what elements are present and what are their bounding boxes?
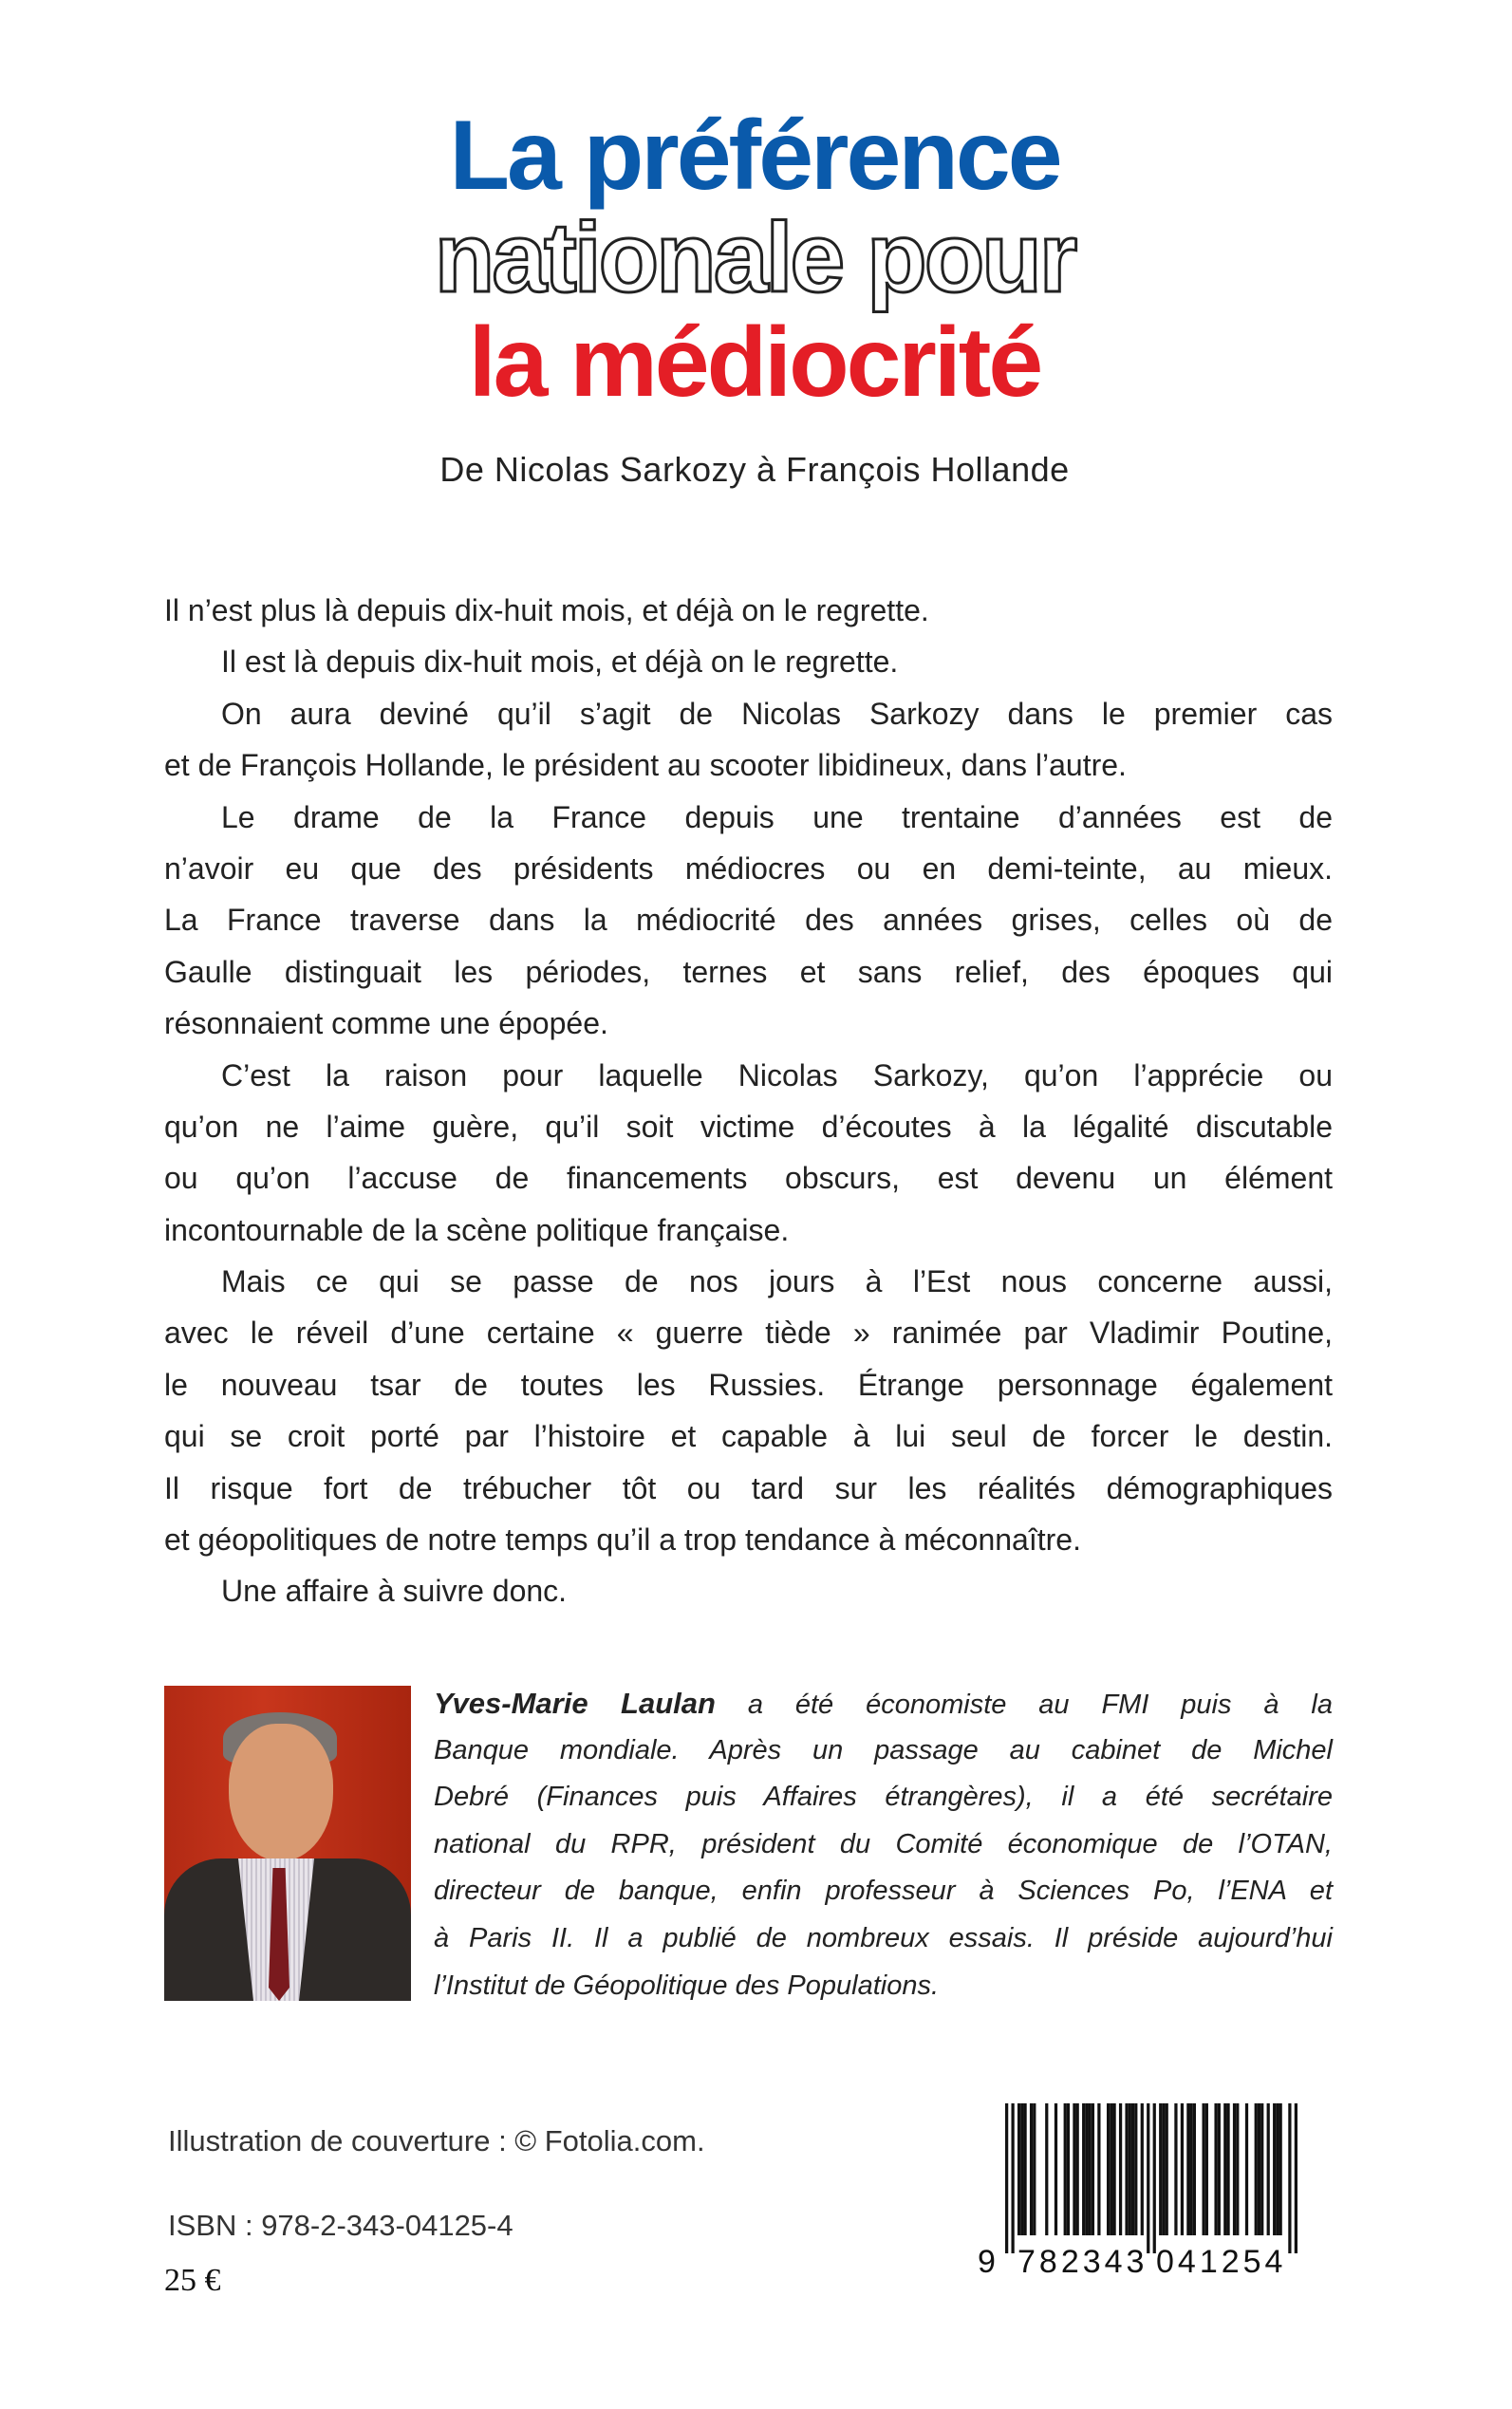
bio-line [434, 1680, 1333, 1727]
barcode-bar [1033, 2103, 1036, 2235]
barcode-bar [1073, 2103, 1075, 2235]
barcode-bar [1089, 2103, 1092, 2235]
body-line: La France traverse dans la médiocrité des années grises, celles où de [164, 903, 1333, 938]
barcode-bar [1141, 2103, 1144, 2235]
barcode-bar [1233, 2103, 1236, 2235]
body-line: ou qu’on l’accuse de financements obscurs, est devenu un élément [164, 1161, 1333, 1196]
barcode-bar [1295, 2103, 1297, 2253]
body-line: incontournable de la scène politique française. [164, 1212, 790, 1247]
barcode-bar [1112, 2103, 1115, 2235]
body-line: avec le réveil d’une certaine « guerre tiède » ranimée par Vladimir Poutine, [164, 1316, 1333, 1351]
body-line: qu’on ne l’aime guère, qu’il soit victime d’écoutes à la légalité discutable [164, 1109, 1333, 1144]
barcode-bar [1245, 2103, 1248, 2235]
body-line: Il n’est plus là depuis dix-huit mois, et déjà on le regrette. [164, 593, 929, 627]
back-cover-text [164, 585, 1333, 1617]
body-line: résonnaient comme une épopée. [164, 1006, 608, 1041]
barcode-bar [1023, 2103, 1026, 2235]
barcode-bar [1218, 2103, 1221, 2235]
bio-line: l’Institut de Géopolitique des Populations. [434, 1970, 940, 2001]
barcode [978, 2103, 1305, 2279]
barcode-bar [1288, 2103, 1291, 2253]
barcode-bar [1181, 2103, 1184, 2235]
barcode-bar [1255, 2103, 1258, 2235]
barcode-bar [1258, 2103, 1260, 2235]
title-line-1: La préférence [449, 101, 1060, 211]
body-line: On aura deviné qu’il s’agit de Nicolas Sarkozy dans le premier cas [221, 696, 1333, 731]
barcode-bar [1045, 2103, 1048, 2235]
barcode-bar [1153, 2103, 1156, 2253]
subtitle: De Nicolas Sarkozy à François Hollande [439, 450, 1070, 489]
bio-line: à Paris II. Il a publié de nombreux essais. Il préside aujourd’hui [434, 1922, 1333, 1953]
author-name: Yves-Marie Laulan [434, 1687, 716, 1720]
body-line: qui se croit porté par l’histoire et capable à lui seul de forcer le destin. [164, 1419, 1333, 1454]
body-line: Il risque fort de trébucher tôt ou tard sur les réalités démographiques [164, 1470, 1333, 1505]
barcode-bar [1119, 2103, 1122, 2235]
barcode-bar [1082, 2103, 1085, 2235]
body-line: n’avoir eu que des présidents médiocres ou en demi-teinte, au mieux. [164, 850, 1333, 886]
barcode-bar [1267, 2103, 1270, 2235]
barcode-bar [1085, 2103, 1088, 2235]
price: 25 € [164, 2263, 221, 2298]
barcode-bar [1017, 2103, 1020, 2235]
barcode-bar [1223, 2103, 1226, 2235]
author-bio [434, 1680, 1333, 2009]
body-line: C’est la raison pour laquelle Nicolas Sarkozy, qu’on l’apprécie ou [221, 1057, 1333, 1092]
barcode-bar [1064, 2103, 1067, 2235]
barcode-bar [1186, 2103, 1189, 2235]
barcode-bar [1097, 2103, 1100, 2235]
bio-line: national du RPR, président du Comité économique de l’OTAN, [434, 1828, 1333, 1859]
barcode-bar [1205, 2103, 1208, 2235]
barcode-bar [1273, 2103, 1276, 2235]
barcode-bar [1226, 2103, 1229, 2235]
barcode-right-digits: 041254 [1156, 2244, 1287, 2280]
barcode-bar [1276, 2103, 1279, 2235]
bio-line: Banque mondiale. Après un passage au cabinet de Michel [434, 1734, 1333, 1765]
barcode-bar [1193, 2103, 1196, 2235]
barcode-bar [1076, 2103, 1079, 2235]
body-line: Il est là depuis dix-huit mois, et déjà on le regrette. [221, 644, 899, 680]
barcode-bar [1147, 2103, 1149, 2253]
barcode-bar [1174, 2103, 1177, 2235]
author-photo [164, 1686, 411, 2001]
barcode-bar [1092, 2103, 1094, 2235]
barcode-bar [1162, 2103, 1165, 2235]
barcode-first-digit: 9 [978, 2244, 996, 2280]
isbn: ISBN : 978-2-343-04125-4 [168, 2209, 513, 2242]
barcode-bar [1110, 2103, 1112, 2235]
barcode-bar [1020, 2103, 1023, 2235]
body-line: Une affaire à suivre donc. [221, 1574, 568, 1609]
barcode-bar [1134, 2103, 1137, 2235]
body-line: et géopolitiques de notre temps qu’il a trop tendance à méconnaître. [164, 1522, 1081, 1558]
barcode-bar [1131, 2103, 1134, 2235]
barcode-bar [1129, 2103, 1131, 2235]
barcode-bar [1279, 2103, 1282, 2235]
bio-line: directeur de banque, enfin professeur à Sciences Po, l’ENA et [434, 1876, 1333, 1907]
barcode-bar [1030, 2103, 1033, 2235]
body-line: Mais ce qui se passe de nos jours à l’Est nous concerne aussi, [221, 1264, 1333, 1299]
barcode-bar [1067, 2103, 1070, 2235]
barcode-bar [1055, 2103, 1057, 2235]
title-line-2: nationale pour [434, 203, 1075, 313]
barcode-bar [1159, 2103, 1162, 2235]
barcode-bar [1011, 2103, 1014, 2253]
barcode-bar [1214, 2103, 1217, 2235]
barcode-bar [1166, 2103, 1168, 2235]
barcode-bar [1005, 2103, 1008, 2253]
barcode-bar [1107, 2103, 1110, 2235]
bio-line: Debré (Finances puis Affaires étrangères), il a été secrétaire [434, 1782, 1333, 1813]
title-line-3: la médiocrité [468, 308, 1041, 418]
bio-first-text: a été économiste au FMI puis à la [747, 1690, 1333, 1720]
barcode-bar [1260, 2103, 1263, 2235]
body-line: le nouveau tsar de toutes les Russies. Étrange personnage également [164, 1367, 1333, 1402]
barcode-bars [1005, 2103, 1297, 2253]
barcode-bar [1125, 2103, 1128, 2235]
barcode-bar [1202, 2103, 1204, 2235]
body-line: Le drame de la France depuis une trentaine d’années est de [221, 799, 1333, 834]
body-line: et de François Hollande, le président au scooter libidineux, dans l’autre. [164, 748, 1127, 783]
barcode-bar [1236, 2103, 1239, 2235]
cover-credit: Illustration de couverture : © Fotolia.com. [168, 2124, 705, 2157]
body-line: Gaulle distinguait les périodes, ternes et sans relief, des époques qui [164, 954, 1333, 989]
barcode-left-digits: 782343 [1017, 2244, 1148, 2280]
barcode-bar [1190, 2103, 1193, 2235]
